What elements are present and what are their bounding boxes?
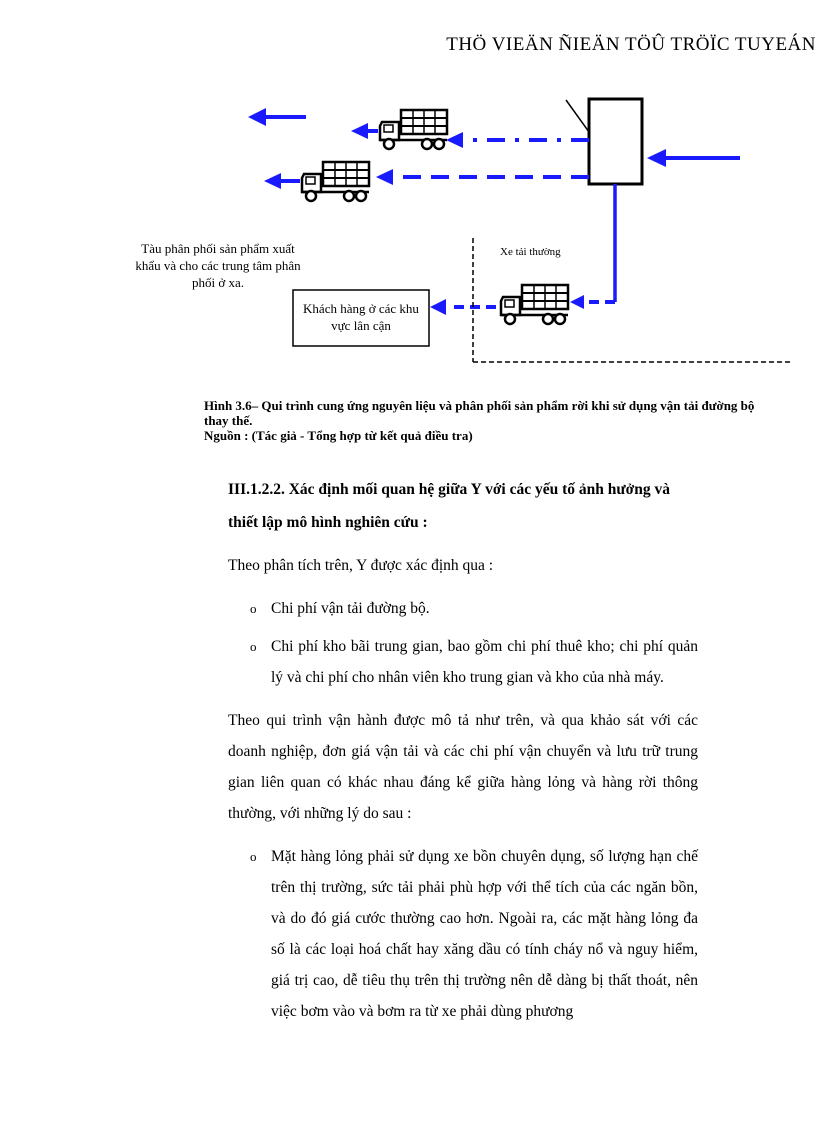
customer-arrowhead — [430, 299, 446, 315]
bullet-marker: o — [250, 639, 257, 654]
page-header: THÖ VIEÄN ÑIEÄN TÖÛ TRÖÏC TUYEÁN — [446, 34, 816, 55]
bullet-item — [228, 593, 698, 624]
input-arrowhead — [647, 149, 666, 167]
paragraph: Theo qui trình vận hành được mô tả như trên, và qua khảo sát với các doanh nghiệp, đơn giá vận tải và các chi phí vận chuyển và lưu trữ trung gian liên quan có khác nhau đáng kể giữa hàng lỏng và hàng rời thông thường, với những lý do sau : — [228, 712, 698, 822]
label-truck: Xe tải thường — [500, 246, 561, 258]
label-ship: Tàu phân phối sản phẩm xuất khẩu và cho các trung tâm phân phối ở xa. — [135, 241, 301, 290]
source-caption: Nguồn : (Tác giả - Tổng hợp từ kết quả điều tra) — [204, 428, 473, 443]
section-heading-cont: thiết lập mô hình nghiên cứu : — [228, 514, 428, 531]
truck-icon — [501, 285, 568, 324]
figure-caption: Hình 3.6– Qui trình cung ứng nguyên liệu và phân phối sản phẩm rời khi sử dụng vận tải đường bộ thay thế. — [204, 398, 755, 428]
section-body — [228, 474, 698, 1027]
intro-text: Theo phân tích trên, Y được xác định qua : — [228, 557, 494, 574]
truck-icon — [302, 162, 369, 201]
bullet-text: Mặt hàng lỏng phải sử dụng xe bồn chuyên dụng, số lượng hạn chế trên thị trường, sức tải phải phù hợp với thể tích của các ngăn bồn, và do đó giá cước thường cao hơn. Ngoài ra, các mặt hàng lỏng đa số là các loại hoá chất hay xăng dầu có tính cháy nổ và nguy hiểm, giá trị cao, dễ tiêu thụ trên thị trường nên dễ dàng bị thất thoát, nên việc bơm vào và bơm ra từ xe phải dùng phương — [271, 848, 698, 1020]
route-arrowhead-2 — [376, 169, 393, 185]
route-arrowhead-1 — [446, 132, 463, 148]
customer-box-text: Khách hàng ở các khu vực lân cận — [303, 301, 419, 333]
bullet-item — [228, 841, 698, 1027]
factory-chimney-line — [566, 100, 589, 132]
bullet-marker: o — [250, 849, 257, 864]
bullet-text: Chi phí kho bãi trung gian, bao gồm chi phí thuê kho; chi phí quản lý và chi phí cho nhân viên kho trung gian và kho của nhà máy. — [271, 638, 698, 686]
bullet-marker: o — [250, 601, 257, 616]
export-arrowhead-top — [248, 108, 266, 126]
factory-box — [589, 99, 642, 184]
bullet-item — [228, 631, 698, 693]
route-arrowhead-3 — [570, 295, 584, 309]
section-heading: III.1.2.2. Xác định mối quan hệ giữa Y với các yếu tố ảnh hưởng và — [228, 481, 670, 498]
truck-icon — [380, 110, 447, 149]
bullet-text: Chi phí vận tải đường bộ. — [271, 600, 430, 617]
supply-chain-diagram — [0, 0, 816, 400]
